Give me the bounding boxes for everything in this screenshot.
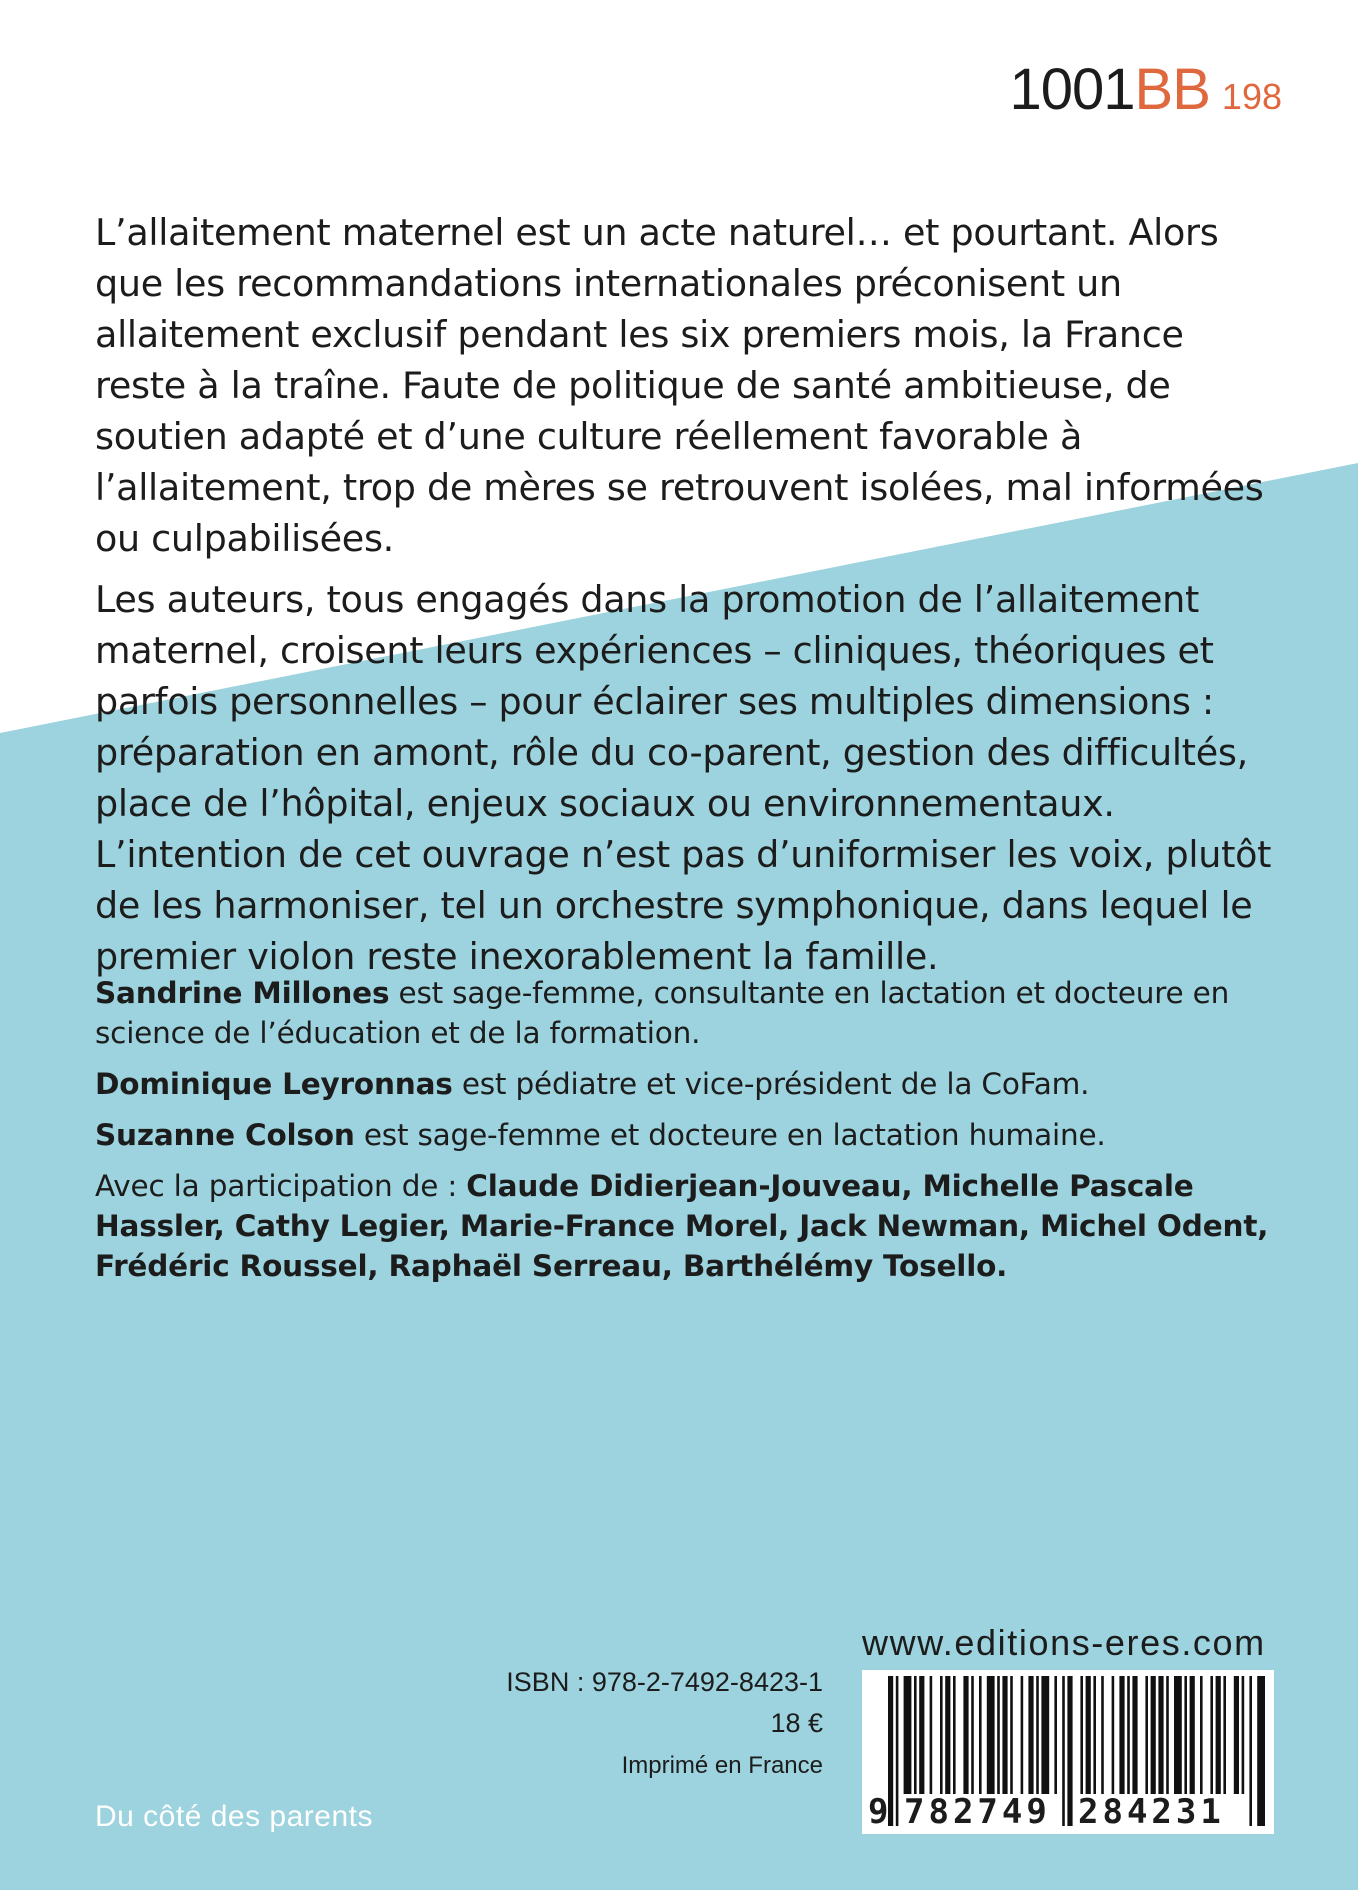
barcode-bar [1166,1676,1169,1794]
barcode-bar [1002,1676,1007,1794]
series-logo-main: 1001 [1009,57,1135,122]
barcode-bar [963,1676,968,1794]
barcode-bar [1028,1676,1033,1794]
barcode-bar [919,1676,924,1794]
barcode-bar [930,1676,933,1794]
summary-paragraph-2: Les auteurs, tous engagés dans la promotion de l’allaitement maternel, croisent leurs expériences – cliniques, théoriques et parfois personnelles – pour éclairer ses multiples dimensions : préparation en amont, rôle du co-parent, gestion des difficultés, place de l’hôpital, enjeux sociaux ou environnementaux. L’intention de cet ouvrage n’est pas d’uniformiser les voix, plutôt de les harmoniser, tel un orchestre symphonique, dans lequel le premier violon reste inexorablement la famille. [95,578,1272,978]
barcode-bar [1234,1676,1239,1794]
barcode-bar [1184,1676,1187,1794]
barcode [862,1670,1274,1834]
barcode-bar [1200,1676,1203,1794]
barcode-right-group: 284231 [1078,1792,1225,1832]
barcode-bar [1086,1676,1091,1794]
barcode-left-group: 782749 [904,1792,1051,1832]
author-name: Suzanne Colson [95,1118,355,1152]
publication-info [506,1664,823,1782]
barcode-bar [953,1676,956,1794]
barcode-bar [904,1676,912,1794]
barcode-bar [1132,1676,1137,1794]
barcode-bar [1112,1676,1115,1794]
barcode-bar [914,1676,917,1794]
price: 18 € [770,1708,823,1738]
isbn: ISBN : 978-2-7492-8423-1 [506,1667,823,1697]
series-number: 198 [1221,76,1282,117]
author-description: est pédiatre et vice-président de la CoFam. [452,1067,1090,1101]
barcode-bar [987,1676,995,1794]
barcode-bar [1145,1676,1148,1794]
collection-name: Du côté des parents [95,1800,373,1833]
barcode-bar [1190,1676,1195,1794]
barcode-bar [1158,1676,1163,1794]
barcode-bar [1093,1676,1096,1794]
author-bio [95,1115,1285,1155]
publisher-website: www.editions-eres.com [862,1622,1266,1663]
barcode-bar [1021,1676,1024,1794]
series-logo-accent: BB [1134,57,1210,122]
barcode-bar [1174,1676,1182,1794]
barcode-bar [1210,1676,1213,1794]
barcode-first-digit: 9 [868,1792,889,1832]
author-bio [95,1064,1285,1104]
barcode-bar [1036,1676,1039,1794]
author-name: Dominique Leyronnas [95,1067,453,1101]
author-name: Sandrine Millones [95,976,390,1010]
barcode-bar [1242,1676,1245,1794]
barcode-bar [997,1676,1000,1794]
author-description: est sage-femme, consultante en lactation et docteure en science de l’éducation et de la formation. [95,976,1230,1050]
printed-in: Imprimé en France [621,1752,823,1779]
barcode-digits [862,1792,1274,1830]
barcode-bar [1010,1676,1013,1794]
barcode-bar [1054,1676,1057,1794]
author-bio [95,973,1285,1053]
barcode-bar [1127,1676,1130,1794]
book-summary [95,207,1275,982]
barcode-bar [1151,1676,1156,1794]
barcode-bar [1041,1676,1049,1794]
series-logo [1010,56,1282,123]
barcode-bar [1216,1676,1221,1794]
participation-names: Claude Didierjean-Jouveau, Michelle Pascale Hassler, Cathy Legier, Marie-France Morel, Jack Newman, Michel Odent, Frédéric Roussel, Raphaël Serreau, Barthélémy Tosello. [95,1169,1269,1283]
barcode-bar [979,1676,982,1794]
summary-paragraph-1: L’allaitement maternel est un acte naturel… et pourtant. Alors que les recommandations internationales préconisent un allaitement exclusif pendant les six premiers mois, la France reste à la traîne. Faute de politique de santé ambitieuse, de soutien adapté et d’une culture réellement favorable à l’allaitement, trop de mères se retrouvent isolées, mal informées ou culpabilisées. [95,211,1264,560]
barcode-bar [1119,1676,1124,1794]
barcode-bar [1101,1676,1104,1794]
participation-label: Avec la participation de : [95,1169,467,1203]
barcode-bar [1223,1676,1226,1794]
author-description: est sage-femme et docteure en lactation humaine. [354,1118,1106,1152]
author-bios [95,973,1285,1297]
barcode-bar [940,1676,943,1794]
barcode-bar [1080,1676,1083,1794]
participation-credits [95,1166,1285,1286]
barcode-bar [945,1676,950,1794]
barcode-bar [971,1676,974,1794]
